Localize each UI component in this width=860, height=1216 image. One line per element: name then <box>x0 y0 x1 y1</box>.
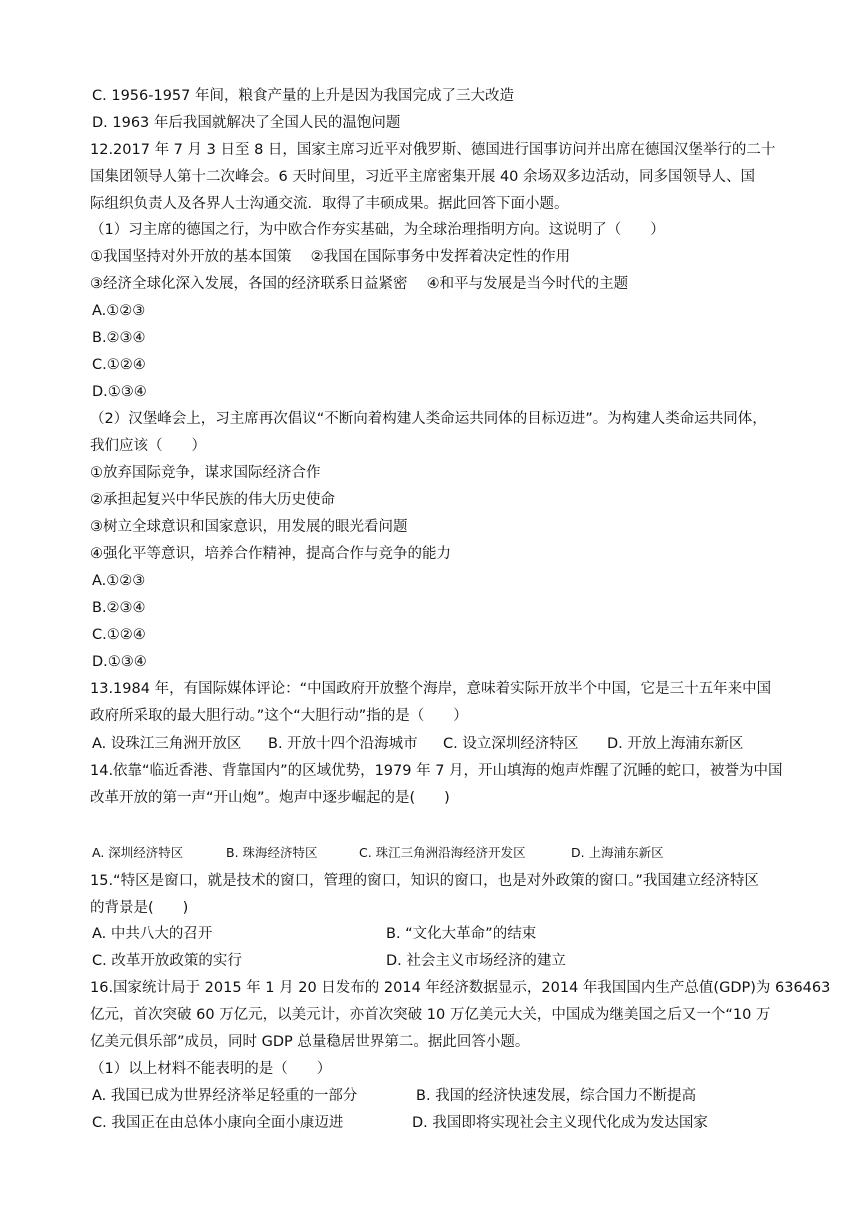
q12-sub1-stem: （1）习主席的德国之行，为中欧合作夯实基础，为全球治理指明方向。这说明了（ ） <box>90 222 665 238</box>
q12-sub1-statements-row-1: ①我国坚持对外开放的基本国策 ②我国在国际事务中发挥着决定性的作用 <box>90 249 571 265</box>
q11-option-c: C. 1956-1957 年间，粮食产量的上升是因为我国完成了三大改造 <box>92 88 514 104</box>
q12-sub1-option-d: D.①③④ <box>92 384 147 400</box>
q12-sub2-statement-1: ①放弃国际竞争，谋求国际经济合作 <box>90 465 321 481</box>
q15-stem-line-1: 15.“特区是窗口，就是技术的窗口，管理的窗口，知识的窗口，也是对外政策的窗口。”我国建立经济特区 <box>90 873 759 889</box>
q14-option-a: A. 深圳经济特区 <box>92 845 184 860</box>
q15-option-a: A. 中共八大的召开 <box>92 926 213 942</box>
q16-sub1-stem: （1）以上材料不能表明的是（ ） <box>90 1061 332 1077</box>
q12-sub2-stem-line-1: （2）汉堡峰会上，习主席再次倡议“不断向着构建人类命运共同体的目标迈进”。为构建人类命运共同体， <box>90 411 767 427</box>
q15-option-b: B. “文化大革命”的结束 <box>386 926 537 942</box>
q13-stem-line-1: 13.1984 年，有国际媒体评论：“中国政府开放整个海岸，意味着实际开放半个中国，它是三十五年来中国 <box>90 681 772 697</box>
q12-stem-line-2: 国集团领导人第十二次峰会。6 天时间里，习近平主席密集开展 40 余场双多边活动，同多国领导人、国 <box>90 169 755 185</box>
q13-option-c: C. 设立深圳经济特区 <box>443 736 579 752</box>
q12-sub2-statement-4: ④强化平等意识，培养合作精神，提高合作与竞争的能力 <box>90 546 451 562</box>
q13-option-d: D. 开放上海浦东新区 <box>607 736 744 752</box>
q12-sub2-option-a: A.①②③ <box>92 573 146 589</box>
q15-option-d: D. 社会主义市场经济的建立 <box>386 953 566 969</box>
q12-sub2-statement-2: ②承担起复兴中华民族的伟大历史使命 <box>90 492 335 508</box>
q11-option-d: D. 1963 年后我国就解决了全国人民的温饱问题 <box>92 115 401 131</box>
q14-option-d: D. 上海浦东新区 <box>571 845 664 860</box>
q16-sub1-option-d: D. 我国即将实现社会主义现代化成为发达国家 <box>412 1115 708 1131</box>
q12-sub1-statements-row-2: ③经济全球化深入发展，各国的经济联系日益紧密 ④和平与发展是当今时代的主题 <box>90 276 629 292</box>
q12-sub2-option-b: B.②③④ <box>92 600 146 616</box>
q12-sub2-option-c: C.①②④ <box>92 627 146 643</box>
q16-stem-line-2: 亿元，首次突破 60 万亿元，以美元计，亦首次突破 10 万亿美元大关，中国成为继美国之后又一个“10 万 <box>90 1007 771 1023</box>
q12-sub1-option-b: B.②③④ <box>92 330 146 346</box>
q12-sub1-option-a: A.①②③ <box>92 303 146 319</box>
q13-stem-line-2: 政府所采取的最大胆行动。”这个“大胆行动”指的是（ ） <box>90 708 468 724</box>
q12-sub1-option-c: C.①②④ <box>92 357 146 373</box>
q16-sub1-option-c: C. 我国正在由总体小康向全面小康迈进 <box>92 1115 344 1131</box>
q16-stem-line-3: 亿美元俱乐部”成员，同时 GDP 总量稳居世界第二。据此回答小题。 <box>90 1034 530 1050</box>
q14-stem-line-2: 改革开放的第一声“开山炮”。炮声中逐步崛起的是( ) <box>90 790 450 806</box>
q15-stem-line-2: 的背景是( ) <box>90 900 189 916</box>
q12-stem-line-1: 12.2017 年 7 月 3 日至 8 日，国家主席习近平对俄罗斯、德国进行国事访问并出席在德国汉堡举行的二十 <box>90 142 776 158</box>
q16-stem-line-1: 16.国家统计局于 2015 年 1 月 20 日发布的 2014 年经济数据显示，2014 年我国国内生产总值(GDP)为 636463 <box>90 980 831 996</box>
q14-stem-line-1: 14.依靠“临近香港、背靠国内”的区域优势，1979 年 7 月，开山填海的炮声炸醒了沉睡的蛇口，被誉为中国 <box>90 763 783 779</box>
q14-option-c: C. 珠江三角洲沿海经济开发区 <box>359 845 526 860</box>
q12-sub2-stem-line-2: 我们应该（ ） <box>90 438 206 454</box>
q13-option-b: B. 开放十四个沿海城市 <box>268 736 418 752</box>
q16-sub1-option-b: B. 我国的经济快速发展，综合国力不断提高 <box>416 1088 697 1104</box>
q15-option-c: C. 改革开放政策的实行 <box>92 953 242 969</box>
q16-sub1-option-a: A. 我国已成为世界经济举足轻重的一部分 <box>92 1088 358 1104</box>
q13-option-a: A. 设珠江三角洲开放区 <box>92 736 242 752</box>
q12-stem-line-3: 际组织负责人及各界人士沟通交流．取得了丰硕成果。据此回答下面小题。 <box>90 196 569 212</box>
q12-sub2-statement-3: ③树立全球意识和国家意识，用发展的眼光看问题 <box>90 519 408 535</box>
q12-sub2-option-d: D.①③④ <box>92 654 147 670</box>
q14-option-b: B. 珠海经济特区 <box>226 845 318 860</box>
